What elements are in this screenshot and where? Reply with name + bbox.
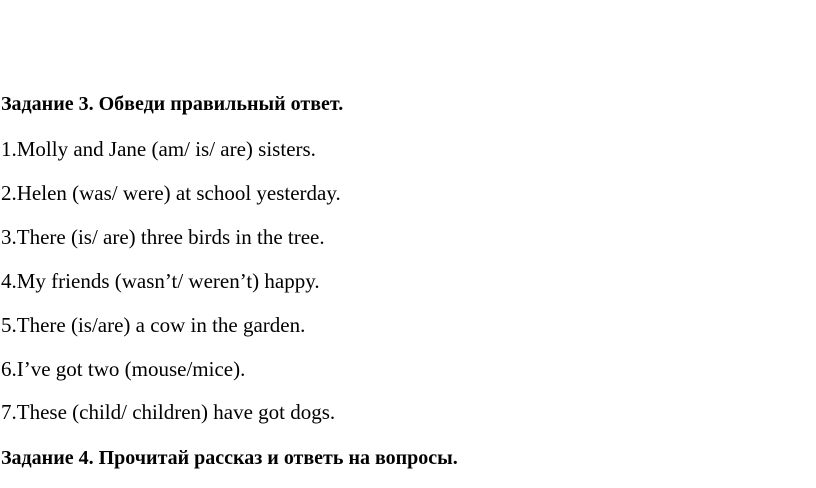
exercise-item-1: 1.Molly and Jane (am/ is/ are) sisters. bbox=[1, 137, 316, 161]
exercise-item-7: 7.These (child/ children) have got dogs. bbox=[1, 400, 336, 424]
exercise-item-5: 5.There (is/are) a cow in the garden. bbox=[1, 313, 306, 337]
exercise-item-2: 2.Helen (was/ were) at school yesterday. bbox=[1, 181, 341, 205]
exercise-item-6: 6.I’ve got two (mouse/mice). bbox=[1, 357, 246, 381]
exercise-item-3: 3.There (is/ are) three birds in the tree. bbox=[1, 225, 325, 249]
task3-heading: Задание 3. Обведи правильный ответ. bbox=[1, 93, 344, 115]
task4-heading: Задание 4. Прочитай рассказ и ответь на вопросы. bbox=[1, 447, 458, 469]
exercise-item-4: 4.My friends (wasn’t/ weren’t) happy. bbox=[1, 269, 320, 293]
